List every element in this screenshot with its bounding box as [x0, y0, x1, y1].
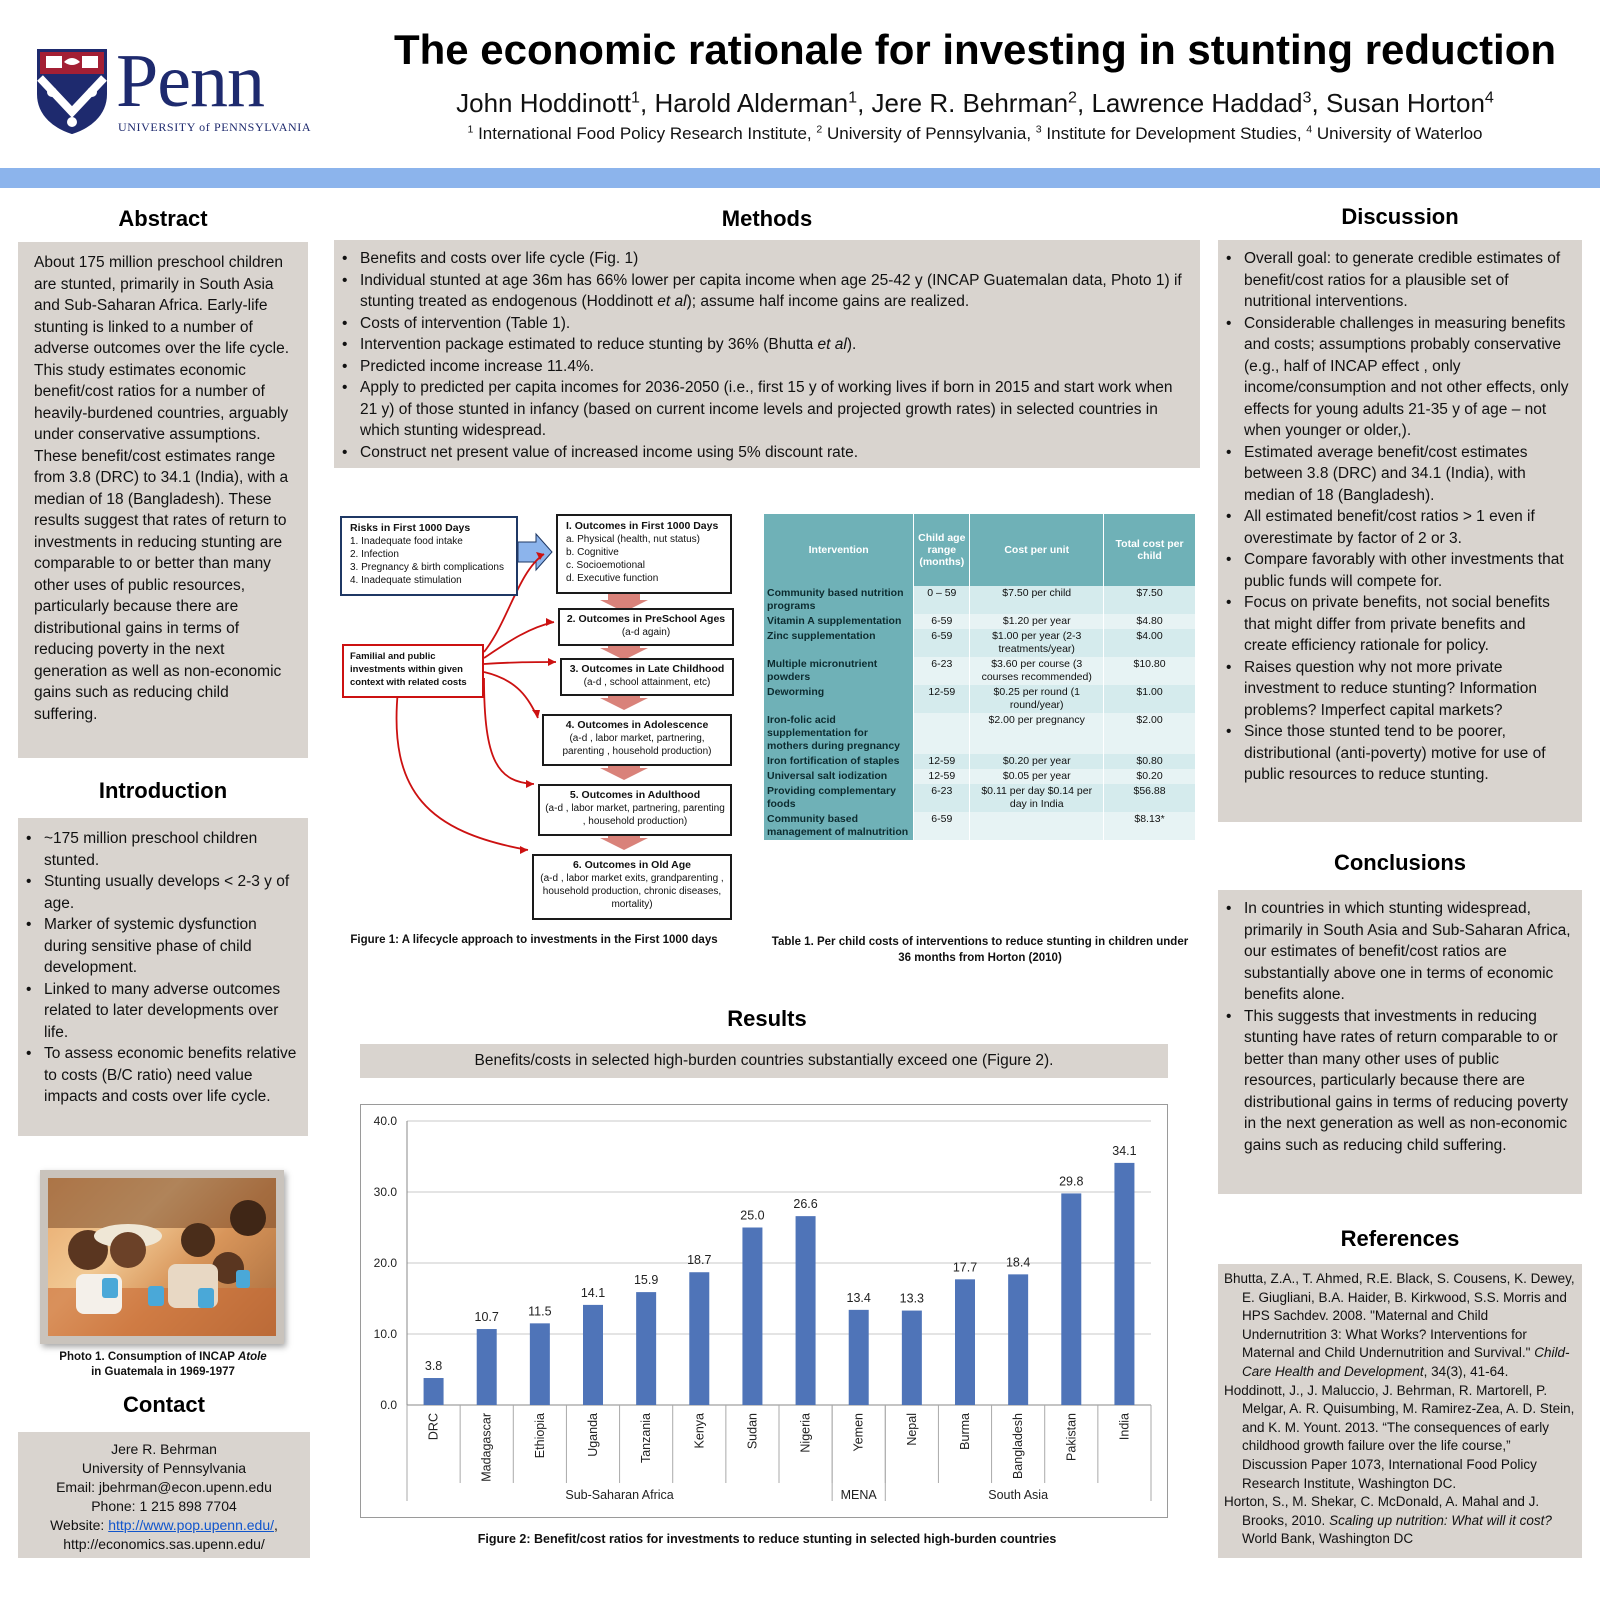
author: Jere R. Behrman [871, 88, 1069, 118]
author: Harold Alderman [654, 88, 849, 118]
bar [424, 1378, 444, 1405]
table-cell: $3.60 per course (3 courses recommended) [970, 657, 1104, 685]
outcome-item: b. Cognitive [566, 547, 619, 558]
y-tick-label: 20.0 [373, 1256, 397, 1270]
risk-item: 2. Infection [350, 549, 399, 560]
x-tick-label: Yemen [851, 1413, 866, 1452]
list-item: • Stunting usually develops < 2-3 y of age. [20, 871, 300, 914]
outcome-4-sub: (a-d , labor market, partnering, parenting , household production) [562, 733, 712, 757]
penn-logo [36, 39, 312, 138]
list-item: • Marker of systemic dysfunction during sensitive phase of child development. [20, 914, 300, 979]
photo-caption-text: Photo 1. Consumption of INCAP [59, 1351, 238, 1363]
table-header-row [764, 514, 1196, 586]
group-label: MENA [840, 1488, 877, 1502]
x-tick-label: Sudan [745, 1413, 760, 1450]
affiliation-list: $^1$ International Food Policy Research Institute, $^2$ University of Pennsylvania, $^3$ Institute for Development Studies, $^4$ University of Waterloo [467, 123, 1483, 143]
list-item: • ~175 million preschool children stunted. [20, 828, 300, 871]
table-row [764, 586, 1196, 614]
list-item: • Focus on private benefits, not social benefits that might differ from private benefits and create efficiency rationale for policy. [1220, 592, 1572, 657]
risk-item: 4. Inadequate stimulation [350, 575, 462, 586]
list-item: • Linked to many adverse outcomes related to later developments over life. [20, 979, 300, 1044]
bar [742, 1228, 762, 1406]
outcome-6-sub: (a-d , labor market exits, grandparenting , household production, chronic diseases, mortality) [540, 873, 724, 910]
list-item: • Raises question why not more private investment to reduce stunting? Information problems? Imperfect capital markets? [1220, 657, 1572, 722]
discussion-box [1218, 240, 1582, 822]
bar [1061, 1193, 1081, 1405]
outcome-3-title: 3. Outcomes in Late Childhood [569, 663, 725, 675]
data-label: 18.7 [687, 1253, 712, 1268]
website-label: Website: [50, 1517, 109, 1533]
discussion-title: Discussion [1341, 204, 1459, 229]
website-link[interactable]: http://www.pop.upenn.edu/ [108, 1517, 274, 1533]
x-tick-label: Nigeria [798, 1413, 813, 1453]
table-cell: Zinc supplementation [764, 629, 914, 657]
table-cell: 12-59 [914, 769, 970, 784]
table-cell: 12-59 [914, 754, 970, 769]
table-cell: 6-59 [914, 812, 970, 840]
table-cell: Community based nutrition programs [764, 586, 914, 614]
x-tick-label: Bangladesh [1011, 1413, 1026, 1480]
table-cell: $2.00 per pregnancy [970, 713, 1104, 754]
table-cell: $0.11 per day $0.14 per day in India [970, 784, 1104, 812]
chart-frame [360, 1104, 1168, 1518]
group-label: Sub-Saharan Africa [565, 1488, 674, 1502]
conclusions-box [1218, 890, 1582, 1194]
y-tick-label: 40.0 [373, 1114, 397, 1128]
data-label: 13.4 [846, 1290, 871, 1305]
table-cell: Universal salt iodization [764, 769, 914, 784]
data-label: 10.7 [474, 1310, 499, 1325]
x-tick-label: Pakistan [1064, 1413, 1079, 1461]
table-cell [970, 812, 1104, 840]
table-cell: $4.00 [1104, 629, 1196, 657]
bar [849, 1310, 869, 1405]
results-title: Results [727, 1006, 807, 1031]
list-item: • Predicted income increase 11.4%. [336, 356, 1190, 378]
references-box [1218, 1264, 1582, 1558]
list-item: • Compare favorably with other investments that public funds will compete for. [1220, 549, 1572, 592]
x-tick-label: Tanzania [639, 1413, 654, 1464]
author-sup: 2 [1068, 88, 1078, 107]
logo-subtitle: UNIVERSITY of PENNSYLVANIA [118, 120, 312, 134]
risk-item: 1. Inadequate food intake [350, 536, 463, 547]
table-cell: 12-59 [914, 685, 970, 713]
list-item: • To assess economic benefits relative to costs (B/C ratio) need value impacts and costs over life cycle. [20, 1043, 300, 1108]
photo-caption [18, 1350, 308, 1380]
lifecycle-figure [338, 512, 738, 922]
outcome-item: a. Physical (health, nut status) [566, 534, 700, 545]
x-tick-label: Madagascar [479, 1413, 494, 1482]
table-cell: $0.20 per year [970, 754, 1104, 769]
conclusions-title: Conclusions [1333, 850, 1466, 875]
list-item: • Since those stunted tend to be poorer, distributional (anti-poverty) motive for use of public resources to reduce stunting. [1220, 721, 1572, 786]
list-item: • Benefits and costs over life cycle (Fig. 1) [336, 248, 1190, 270]
conclusions-list [1220, 898, 1572, 1156]
table-row [764, 769, 1196, 784]
table-cell: $0.20 [1104, 769, 1196, 784]
bar [955, 1279, 975, 1405]
table-cell: $1.00 per year (2-3 treatments/year) [970, 629, 1104, 657]
table-cell: $0.25 per round (1 round/year) [970, 685, 1104, 713]
risks-box [340, 516, 518, 596]
contact-email[interactable]: Email: jbehrman@econ.upenn.edu [56, 1479, 272, 1495]
list-item: • Overall goal: to generate credible estimates of benefit/cost ratios for a plausible set of nutritional interventions. [1220, 248, 1572, 313]
list-item: • Construct net present value of increased income using 5% discount rate. [336, 442, 1190, 464]
table-cell: $0.05 per year [970, 769, 1104, 784]
data-label: 14.1 [580, 1285, 606, 1300]
outcome-6-title: 6. Outcomes in Old Age [572, 859, 692, 871]
bar [1008, 1274, 1028, 1405]
table-cell: 0 – 59 [914, 586, 970, 614]
affiliation: University of Pennsylvania [826, 124, 1027, 143]
table-cell: Community based management of malnutrition [764, 812, 914, 840]
introduction-box [18, 818, 308, 1136]
affil-sup: 1 [467, 123, 474, 136]
data-label: 11.5 [528, 1304, 552, 1319]
table-row [764, 784, 1196, 812]
table-cell: 6-59 [914, 629, 970, 657]
intervention-cost-table [764, 514, 1196, 840]
risk-item: 3. Pregnancy & birth complications [350, 562, 504, 573]
abstract-text: About 175 million preschool children are stunted, primarily in South Asia and Sub-Saharan Africa. Early-life stunting is linked to a number of adverse outcomes over the life cycle. This study estimates economic benefit/cost ratios for a number of heavily-burdened countries, arguably under conservative assumptions. These benefit/cost estimates range from 3.8 (DRC) to 34.1 (India), with a median of 18 (Bangladesh). These results suggest that rates of return to investments in reducing stunting are comparable to or better than many other uses of public resources, particularly because there are distributional gains in terms of reducing poverty in the next generation as well as non-economic gains such as reducing child suffering. [34, 254, 290, 723]
list-item: • Costs of intervention (Table 1). [336, 313, 1190, 335]
bar [530, 1323, 550, 1405]
table-row [764, 629, 1196, 657]
table-cell: $56.88 [1104, 784, 1196, 812]
table-cell: Iron-folic acid supplementation for mothers during pregnancy [764, 713, 914, 754]
table-cell: 6-23 [914, 784, 970, 812]
risks-title: Risks in First 1000 Days [350, 522, 471, 534]
reference-item: Horton, S., M. Shekar, C. McDonald, A. Mahal and J. Brooks, 2010. Scaling up nutrition: What will it cost? World Bank, Washington DC [1224, 1494, 1552, 1547]
website-separator: , [274, 1517, 278, 1533]
abstract-title: Abstract [118, 206, 208, 231]
table-cell: $1.20 per year [970, 614, 1104, 629]
x-tick-label: Kenya [692, 1413, 707, 1449]
header-band [0, 168, 1600, 188]
table-row [764, 614, 1196, 629]
data-label: 34.1 [1112, 1143, 1137, 1158]
poster-title: The economic rationale for investing in stunting reduction [393, 26, 1557, 73]
introduction-title: Introduction [98, 778, 228, 803]
author-list: John Hoddinott$^1$, Harold Alderman$^1$, Jere R. Behrman$^2$, Lawrence Haddad$^3$, Susan Horton$^4$ [456, 88, 1494, 118]
x-tick-label: DRC [426, 1413, 441, 1441]
table-cell: Iron fortification of staples [764, 754, 914, 769]
bar [477, 1329, 497, 1405]
outcome-1-title: I. Outcomes in First 1000 Days [566, 520, 719, 532]
incap-photo [48, 1178, 276, 1336]
contact-title: Contact [123, 1392, 205, 1417]
outcome-1-box [556, 514, 732, 594]
outcome-3-box [560, 658, 734, 696]
bar [689, 1272, 709, 1405]
discussion-list [1220, 248, 1572, 786]
affil-sup: 2 [816, 123, 823, 136]
table-cell: $4.80 [1104, 614, 1196, 629]
bar [902, 1311, 922, 1405]
table-1-caption: Table 1. Per child costs of interventions to reduce stunting in children under 36 months from Horton (2010) [771, 936, 1189, 964]
author: John Hoddinott [456, 88, 632, 118]
photo-caption-italic: Atole [237, 1351, 267, 1363]
table-row [764, 713, 1196, 754]
table-cell: $0.80 [1104, 754, 1196, 769]
contact-website-line [22, 1516, 306, 1535]
x-tick-label: Burma [958, 1413, 972, 1450]
poster-header [0, 0, 1600, 168]
data-label: 15.9 [633, 1273, 659, 1288]
introduction-list [20, 828, 300, 1108]
figure-1-caption: Figure 1: A lifecycle approach to investments in the First 1000 days [350, 934, 718, 946]
logo-wordmark: Penn [116, 39, 264, 123]
data-label: 3.8 [424, 1359, 443, 1374]
list-item: • Considerable challenges in measuring benefits and costs; assumptions probably conservative (e.g., half of INCAP effect , only income/consumption and not other effects, only effects for young adults 21-35 y of age – not when younger or older,). [1220, 313, 1572, 442]
list-item: • Intervention package estimated to reduce stunting by 36% (Bhutta et al). [336, 334, 1190, 356]
children-drinking-illustration [48, 1178, 276, 1336]
y-tick-label: 10.0 [373, 1327, 397, 1341]
contact-name: Jere R. Behrman [111, 1441, 217, 1457]
investments-text: Familial and public investments within given context with related costs [350, 651, 467, 688]
table-cell: $7.50 [1104, 586, 1196, 614]
table-header: Total cost per child [1104, 514, 1196, 586]
results-banner: Benefits/costs in selected high-burden countries substantially exceed one (Figure 2). [360, 1044, 1168, 1078]
contact-website-2[interactable]: http://economics.sas.upenn.edu/ [63, 1536, 265, 1552]
references-title: References [1340, 1226, 1460, 1251]
data-label: 26.6 [793, 1197, 818, 1212]
outcome-4-title: 4. Outcomes in Adolescence [565, 719, 709, 731]
list-item: • All estimated benefit/cost ratios > 1 even if overestimate by factor of 2 or 3. [1220, 506, 1572, 549]
y-tick-label: 30.0 [373, 1185, 397, 1199]
bar [1114, 1163, 1134, 1405]
table-cell [914, 713, 970, 754]
penn-shield-icon [36, 48, 108, 134]
affil-sup: 3 [1035, 123, 1042, 136]
list-item: • This suggests that investments in reducing stunting have rates of return comparable to or better than many other uses of public resources, particularly because there are distributional gains in terms of reducing poverty in the next generation as well as non-economic gains such as reducing child suffering. [1220, 1006, 1572, 1157]
author-sup: 3 [1302, 88, 1312, 107]
author-sup: 4 [1484, 88, 1494, 107]
outcome-2-sub: (a-d again) [621, 627, 671, 638]
photo-frame [40, 1170, 284, 1344]
table-cell: Multiple micronutrient powders [764, 657, 914, 685]
data-label: 17.7 [952, 1260, 978, 1275]
table-row [764, 812, 1196, 840]
bar [636, 1292, 656, 1405]
reference-item: Hoddinott, J., J. Maluccio, J. Behrman, R. Martorell, P. Melgar, A. R. Quisumbing, M. Ramirez-Zea, A. D. Stein, and K. M. Yount. 2013. “The consequences of early childhood growth failure over the life course,” Discussion Paper 1073, International Food Policy Research Institute, Washington DC. [1224, 1382, 1575, 1491]
outcome-6-box [532, 854, 732, 920]
outcome-item: c. Socioemotional [566, 560, 645, 571]
table-row [764, 685, 1196, 713]
table-cell: $8.13* [1104, 812, 1196, 840]
table-header: Child age range (months) [914, 514, 970, 586]
list-item: • Apply to predicted per capita incomes for 2036-2050 (i.e., first 15 y of working lives if born in 2015 and start work when 21 y) of those stunted in infancy (based on current income levels and projected growth rates) in selected countries in which stunting widespread. [336, 377, 1190, 442]
photo-caption-text-2: in Guatemala in 1969-1977 [91, 1366, 235, 1378]
outcome-4-box [542, 714, 732, 766]
x-tick-label: Uganda [586, 1413, 600, 1457]
x-tick-label: Ethiopia [532, 1413, 547, 1459]
group-label: South Asia [988, 1488, 1049, 1502]
data-label: 18.4 [1005, 1255, 1031, 1270]
reference-item: Bhutta, Z.A., T. Ahmed, R.E. Black, S. Cousens, K. Dewey, E. Giugliani, B.A. Haider, B. Kirkwood, S.S. Morris and HPS Sachdev. 2008. "Maternal and Child Undernutrition 3: What Works? Interventions for Maternal and Child Undernutrition and Survival." Child-Care Health and Development, 34(3), 41-64. [1224, 1271, 1575, 1379]
investments-box [342, 644, 484, 698]
affiliation: International Food Policy Research Institute [478, 124, 807, 143]
outcome-5-sub: (a-d , labor market, partnering, parenting , household production) [545, 803, 725, 827]
table-cell: $10.80 [1104, 657, 1196, 685]
methods-box [334, 240, 1200, 468]
contact-box [18, 1432, 310, 1558]
outcome-2-box [558, 608, 734, 646]
author: Lawrence Haddad [1091, 88, 1303, 118]
table-cell: $1.00 [1104, 685, 1196, 713]
table-row [764, 754, 1196, 769]
contact-org: University of Pennsylvania [81, 1460, 247, 1476]
table-cell: $2.00 [1104, 713, 1196, 754]
table-cell: 6-59 [914, 614, 970, 629]
abstract-box [18, 242, 308, 758]
outcome-3-sub: (a-d , school attainment, etc) [583, 677, 711, 688]
affiliation: Institute for Development Studies [1046, 124, 1297, 143]
contact-phone: Phone: 1 215 898 7704 [91, 1498, 237, 1514]
table-row [764, 657, 1196, 685]
table-cell: 6-23 [914, 657, 970, 685]
x-tick-label: Nepal [904, 1413, 919, 1446]
benefit-cost-bar-chart [361, 1105, 1167, 1517]
list-item: • Individual stunted at age 36m has 66% lower per capita income when age 25-42 y (INCAP Guatemalan data, Photo 1) if stunting treated as endogenous (Hoddinott et al); assume half income gains are realized. [336, 270, 1190, 313]
table-cell: Vitamin A supplementation [764, 614, 914, 629]
list-item: • In countries in which stunting widespread, primarily in South Asia and Sub-Saharan Africa, our estimates of benefit/cost ratios are substantially above one in terms of economic benefits alone. [1220, 898, 1572, 1006]
author-sup: 1 [631, 88, 640, 107]
table-cell: $7.50 per child [970, 586, 1104, 614]
bar [583, 1305, 603, 1405]
table-cell: Deworming [764, 685, 914, 713]
outcome-5-title: 5. Outcomes in Adulthood [569, 789, 701, 801]
y-tick-label: 0.0 [380, 1398, 397, 1412]
data-label: 29.8 [1059, 1174, 1084, 1189]
affil-sup: 4 [1306, 123, 1313, 136]
outcome-item: d. Executive function [566, 573, 659, 584]
table-header: Intervention [764, 514, 914, 586]
methods-title: Methods [721, 206, 813, 231]
figure-2-caption: Figure 2: Benefit/cost ratios for investments to reduce stunting in selected high-burden countries [477, 1532, 1057, 1546]
table-header: Cost per unit [970, 514, 1104, 586]
table-cell: Providing complementary foods [764, 784, 914, 812]
author-sup: 1 [848, 88, 858, 107]
author: Susan Horton [1325, 88, 1485, 118]
data-label: 25.0 [740, 1208, 765, 1223]
methods-list [336, 248, 1190, 463]
outcome-5-box [538, 784, 732, 836]
x-tick-label: India [1117, 1413, 1132, 1441]
outcome-2-title: 2. Outcomes in PreSchool Ages [566, 613, 726, 625]
list-item: • Estimated average benefit/cost estimates between 3.8 (DRC) and 34.1 (India), with median of 18 (Bangladesh). [1220, 442, 1572, 507]
affiliation: University of Waterloo [1316, 124, 1483, 143]
bar [796, 1216, 816, 1405]
data-label: 13.3 [899, 1291, 925, 1306]
